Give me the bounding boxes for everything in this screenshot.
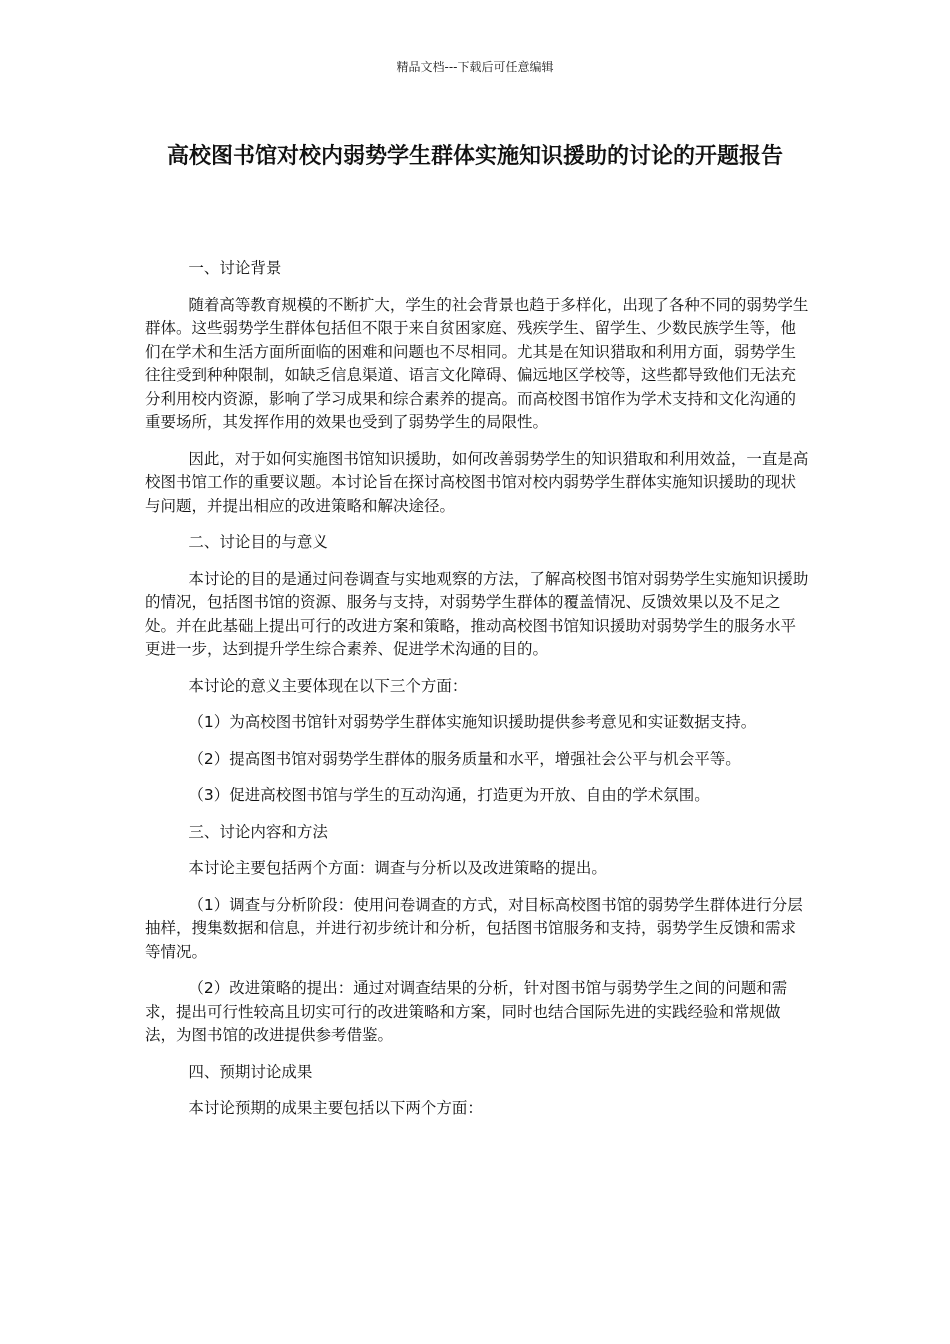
- list-item: （2）提高图书馆对弱势学生群体的服务质量和水平，增强社会公平与机会平等。: [188, 749, 741, 768]
- paragraph: 随着高等教育规模的不断扩大，学生的社会背景也趋于多样化，出现了各种不同的弱势学生群体。这些弱势学生群体包括但不限于来自贫困家庭、残疾学生、留学生、少数民族学生等，他们在学术和生活方面所面临的困难和问题也不尽相同。尤其是在知识猎取和利用方面，弱势学生往往受到种种限制，如缺乏信息渠道、语言文化障碍、偏远地区学校等，这些都导致他们无法充分利用校内资源，影响了学习成果和综合素养的提高。而高校图书馆作为学术支持和文化沟通的重要场所，其发挥作用的效果也受到了弱势学生的局限性。: [145, 295, 809, 431]
- header-note: 精品文档---下载后可任意编辑: [396, 60, 554, 74]
- list-item: （1）调查与分析阶段：使用问卷调查的方式，对目标高校图书馆的弱势学生群体进行分层抽样，搜集数据和信息，并进行初步统计和分析，包括图书馆服务和支持，弱势学生反馈和需求等情况。: [145, 895, 803, 961]
- paragraph: 因此，对于如何实施图书馆知识援助，如何改善弱势学生的知识猎取和利用效益，一直是高校图书馆工作的重要议题。本讨论旨在探讨高校图书馆对校内弱势学生群体实施知识援助的现状与问题，并提出相应的改进策略和解决途径。: [145, 449, 809, 515]
- section-heading: 二、讨论目的与意义: [188, 533, 328, 551]
- section-heading: 四、预期讨论成果: [188, 1062, 313, 1081]
- paragraph: 本讨论主要包括两个方面：调查与分析以及改进策略的提出。: [188, 859, 607, 877]
- section-heading: 三、讨论内容和方法: [188, 822, 328, 841]
- list-item: （3）促进高校图书馆与学生的互动沟通，打造更为开放、自由的学术氛围。: [188, 786, 710, 804]
- paragraph: 本讨论的意义主要体现在以下三个方面：: [188, 676, 468, 695]
- section-heading: 一、讨论背景: [188, 259, 282, 277]
- list-item: （2）改进策略的提出：通过对调查结果的分析，针对图书馆与弱势学生之间的问题和需求，提出可行性较高且切实可行的改进策略和方案，同时也结合国际先进的实践经验和常规做法，为图书馆的改进提供参考借鉴。: [145, 979, 788, 1044]
- paragraph: 本讨论的目的是通过问卷调查与实地观察的方法，了解高校图书馆对弱势学生实施知识援助的情况，包括图书馆的资源、服务与支持，对弱势学生群体的覆盖情况、反馈效果以及不足之处。并在此基础上提出可行的改进方案和策略，推动高校图书馆知识援助对弱势学生的服务水平更进一步，达到提升学生综合素养、促进学术沟通的目的。: [145, 569, 809, 658]
- document-title: 高校图书馆对校内弱势学生群体实施知识援助的讨论的开题报告: [166, 144, 783, 169]
- paragraph: 本讨论预期的成果主要包括以下两个方面：: [188, 1099, 483, 1117]
- document-body: [145, 257, 811, 1134]
- list-item: （1）为高校图书馆针对弱势学生群体实施知识援助提供参考意见和实证数据支持。: [188, 713, 757, 731]
